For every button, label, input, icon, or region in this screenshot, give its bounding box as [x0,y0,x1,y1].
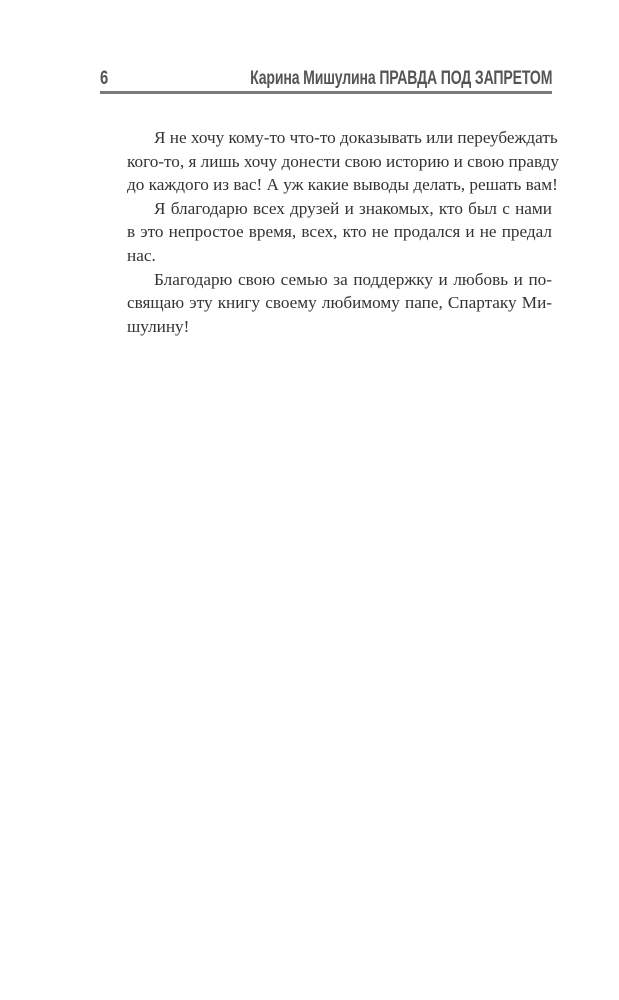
running-title [250,68,552,90]
header-book-title: ПРАВДА ПОД ЗАПРЕТОМ [379,68,552,89]
text-line: свящаю эту книгу своему любимому папе, Спартаку Ми- [127,293,552,313]
text-line: шулину! [127,316,190,336]
text-line: в это непростое время, всех, кто не продался и не предал [127,222,552,242]
running-header [100,62,552,90]
text-line: нас. [127,245,156,265]
paragraph-1 [100,126,559,197]
page-number: 6 [100,68,109,89]
text-line: Я благодарю всех друзей и знакомых, кто был с нами [154,198,552,218]
paragraph-3 [100,268,552,339]
text-line: кого-то, я лишь хочу донести свою историю и свою правду [127,151,559,171]
header-author: Карина Мишулина [249,68,376,89]
text-line: Я не хочу кому-то что-то доказывать или переубеждать [154,128,558,147]
paragraph-2 [100,197,552,268]
body-text [100,126,559,338]
text-line: до каждого из вас! А уж какие выводы делать, решать вам! [127,175,558,195]
text-line: Благодарю свою семью за поддержку и любовь и по- [154,269,552,289]
header-rule-divider [100,91,552,94]
